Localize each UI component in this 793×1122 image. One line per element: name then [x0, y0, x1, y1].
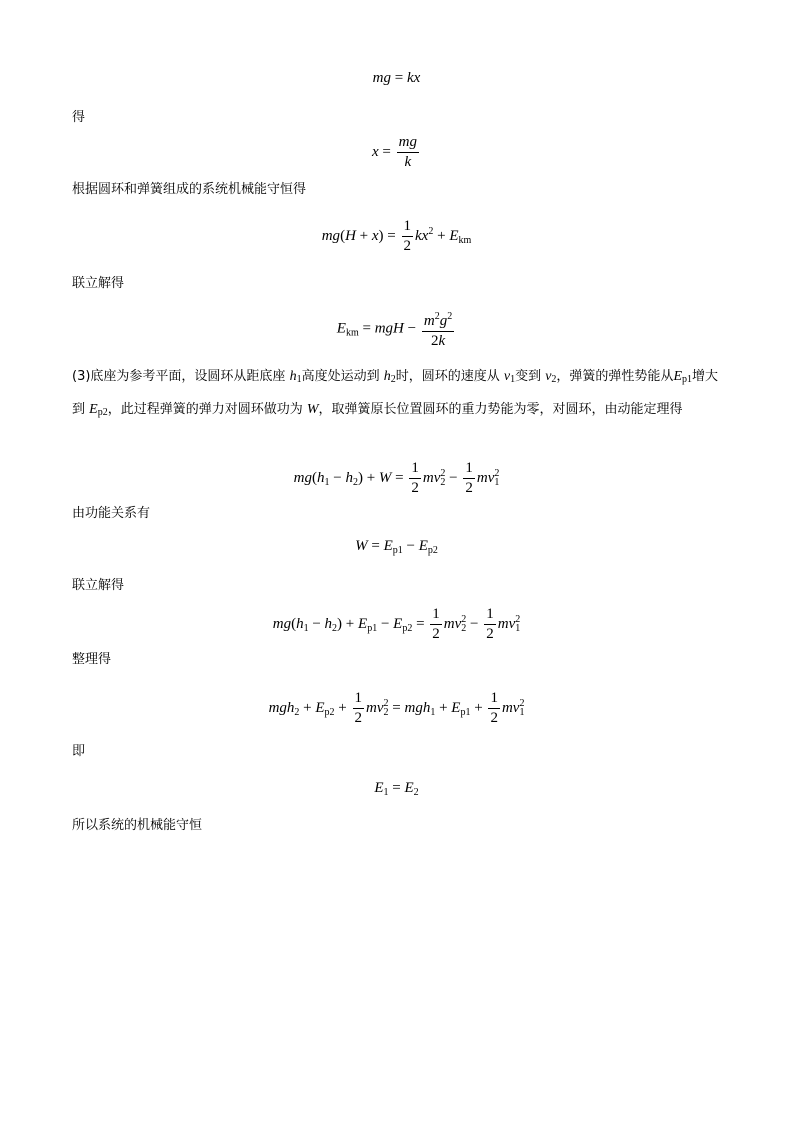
- var-v2-sub: 2: [551, 374, 557, 385]
- part3-text-8: ，取弹簧原长位置圆环的重力势能为零，对圆环，由动能定理得: [318, 402, 683, 417]
- equation-8: $mgh_2 + E_{p2}$ + $\frac{1}{2}$ $mv_2^2 = mgh_1 + E_{p1}$ + $\frac{1}{2}$ $mv_1^2$: [268, 690, 525, 726]
- var-w: W: [306, 402, 319, 417]
- var-h2-sub: 2: [390, 374, 396, 385]
- part3-text-3: 时，圆环的速度从: [395, 369, 504, 384]
- var-h2: h: [383, 369, 391, 384]
- text-conclusion: 所以系统的机械能守恒: [72, 818, 203, 833]
- part3-paragraph: [72, 362, 720, 428]
- text-de: 得: [72, 110, 86, 125]
- equation-5: $mg(h_1 - h_2) + W$ = $\frac{1}{2}$ $mv_2^2$ − $\frac{1}{2}$ $mv_1^2$: [293, 460, 500, 496]
- var-v1-sub: 1: [510, 374, 516, 385]
- part3-text-1: (3)底座为参考平面，设圆环从距底座: [72, 369, 290, 384]
- equation-7: $mg(h_1 - h_2) + E_{p1} - E_{p2}$ = $\frac{1}{2}$ $mv_2^2$ − $\frac{1}{2}$ $mv_1^2$: [272, 606, 521, 642]
- var-v2: v: [545, 369, 552, 384]
- equation-2: x = $\frac{mg}{k}$: [372, 134, 417, 170]
- text-ji: 即: [72, 744, 86, 759]
- equation-6: $W = E_{p1} - E_{p2}$: [355, 538, 438, 556]
- part3-text-6: 增大到: [72, 369, 719, 417]
- equation-1: mg = kx: [372, 70, 421, 86]
- var-h1: h: [289, 369, 297, 384]
- equation-9: $E_1 = E_2$: [374, 780, 419, 798]
- var-ep2: E: [89, 402, 98, 417]
- var-v1: v: [503, 369, 511, 384]
- var-ep2-sub: p2: [97, 407, 108, 418]
- text-lianli-2: 联立解得: [72, 578, 125, 593]
- var-ep1: E: [673, 369, 682, 384]
- equation-4: $E_{km}$ = mgH − $\frac{m^2g^2}{2k}$: [0, 308, 793, 350]
- text-genju: 根据圆环和弹簧组成的系统机械能守恒得: [72, 182, 307, 197]
- part3-text-5: ，弹簧的弹性势能从: [556, 369, 674, 384]
- part3-text-2: 高度处运动到: [301, 369, 384, 384]
- part3-text-4: 变到: [515, 369, 546, 384]
- part3-text-7: ，此过程弹簧的弹力对圆环做功为: [107, 402, 307, 417]
- equation-3: mg(H + x) = $\frac{1}{2}$ $kx^2 + E_{km}$: [321, 218, 472, 254]
- text-you-guanxi: 由功能关系有: [72, 506, 151, 521]
- var-ep1-sub: p1: [682, 374, 692, 385]
- text-lianli-1: 联立解得: [72, 276, 125, 291]
- var-h1-sub: 1: [296, 374, 302, 385]
- text-zhengli: 整理得: [72, 652, 112, 667]
